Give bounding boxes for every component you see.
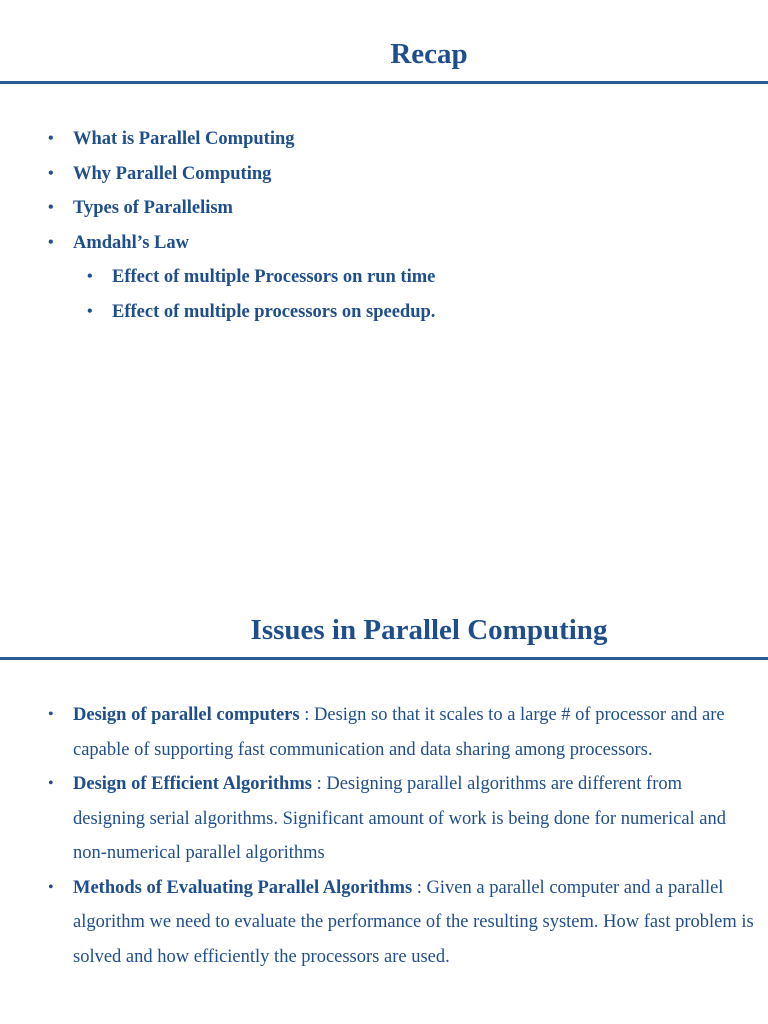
bullet-icon: •	[87, 268, 93, 285]
bullet-icon: •	[48, 199, 54, 216]
list-item-description: : Designing parallel algorithms are different from designing serial algorithms. Significant amount of work is being done for numerical and non-numerical parallel algorithms	[73, 774, 727, 863]
sub-list-item	[0, 295, 768, 330]
list-item-text: What is Parallel Computing	[73, 129, 295, 149]
list-item-text: Types of Parallelism	[73, 198, 233, 218]
bullet-icon: •	[48, 164, 54, 182]
list-item-term: Methods of Evaluating Parallel Algorithms	[73, 877, 413, 898]
list-item-text: Why Parallel Computing	[73, 163, 272, 184]
list-item	[0, 226, 768, 261]
slide-issues	[0, 576, 768, 1024]
list-item	[0, 871, 768, 975]
list-item	[0, 767, 768, 871]
list-item	[0, 191, 768, 226]
slide-title: Issues in Parallel Computing	[250, 614, 608, 646]
title-divider	[0, 657, 768, 660]
slide-title: Recap	[390, 38, 468, 70]
sub-list-item	[0, 260, 768, 295]
list-item-description: : Design so that it scales to a large # of processor and are capable of supporting fast communication and data sharing among processors.	[73, 705, 725, 760]
bullet-icon: •	[48, 233, 54, 251]
bullet-icon: •	[87, 303, 93, 320]
title-divider	[0, 81, 768, 84]
list-item-text: Effect of multiple processors on speedup.	[112, 302, 436, 322]
list-item	[0, 698, 768, 767]
bullet-icon: •	[48, 878, 54, 896]
list-item-text: Effect of multiple Processors on run time	[112, 267, 436, 287]
list-item	[0, 157, 768, 192]
bullet-icon: •	[48, 130, 54, 147]
bullet-list	[0, 122, 768, 330]
list-item	[0, 122, 768, 157]
list-item-term: Design of parallel computers	[73, 705, 300, 725]
list-item-description: : Given a parallel computer and a parallel algorithm we need to evaluate the performance of the resulting system. How fast problem is solved and how efficiently the processors are used.	[73, 877, 754, 967]
bullet-icon: •	[48, 775, 54, 792]
list-item-term: Design of Efficient Algorithms	[73, 774, 312, 794]
bullet-icon: •	[48, 706, 54, 723]
list-item-text: Amdahl’s Law	[73, 232, 189, 253]
bullet-list	[0, 698, 768, 974]
